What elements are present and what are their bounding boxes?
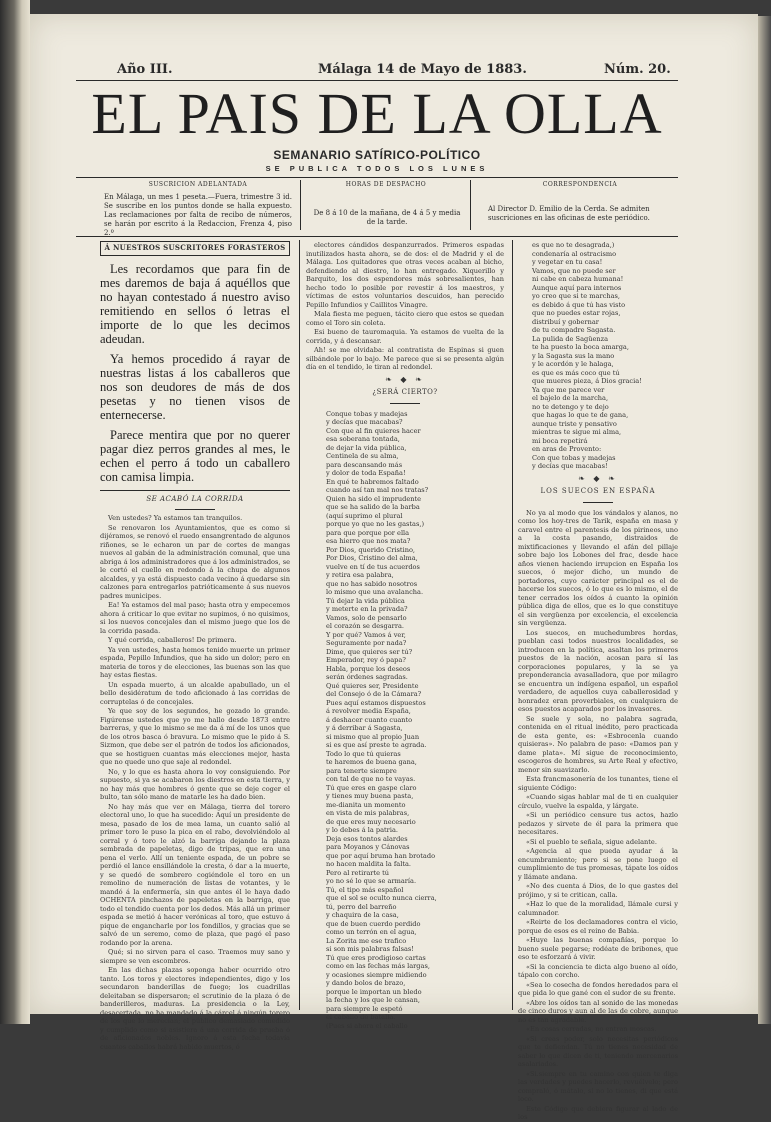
column-3 [518, 241, 678, 1121]
article-paragraph: En las dichas plazas soponga haber ocurrido otro tanto. Los toros y electores independientes, digo y los secundaron banderillas de fuego; los cuadrillas deleitaban se dispersaron; el scrutinio de la plaza ó de banderilleros, maduras. La presidencia o la Ley, desacertada, no ha mandado á la cárcel á ningún torero de los que lo merecían; el público demasiado comedido y cumplido como si asistiera á una corrida de prueba ó de aficionados nobles. Ignoro á esta fecha todavía cuantos caballos habrá habido muertos, ó [100, 966, 290, 1051]
box-divider [300, 180, 301, 230]
section-rule [100, 490, 290, 491]
office-hours-text: De 8 á 10 de la mañana, de 4 á 5 y media de la tarde. [313, 209, 461, 226]
subscription-label: SUSCRICION ADELANTADA [148, 181, 248, 188]
article-paragraph: Esta francmasonería de los tunantes, tiene el siguiente Código: [518, 775, 678, 792]
office-hours-label: HORAS DE DESPACHO [345, 181, 427, 188]
notice-paragraph: Parece mentira que por no querer pagar diez perros grandes al mes, le echen el perro á todo un caballero con camisa limpia. [100, 427, 290, 484]
column-divider [512, 240, 513, 1010]
notice-heading-box [100, 241, 290, 256]
masthead-rule-bottom [76, 177, 678, 178]
article-paragraph: «Si creas poder, solo necesitas periódicos que te defiendan. Tú no tienes necesidad de saber lo que dicen de ti, teniendo mercenarios asalariados. [518, 1034, 678, 1068]
column-divider [299, 240, 300, 1010]
notice-paragraph: Ya hemos procedido á rayar de nuestras listas á los caballeros que nos son deudores de más de dos pesetas y no tienen visos de enternecerse. [100, 351, 290, 422]
publication-schedule: SE PUBLICA TODOS LOS LUNES [265, 164, 489, 173]
article-paragraph: Mala fiesta me peguen, tácito ciero que estos se quedan como el Toro sin coleta. [306, 310, 504, 327]
issue-year: Año III. [117, 62, 173, 77]
article-paragraph: Ah! se me olvidaba: al contratista de Espinas si guen silbándole por lo bajo. Me parece que si se presenta algún día en el tendido, le tiran al redondel. [306, 346, 504, 371]
article-paragraph: Ye que soy de los segundos, he gozado lo grande. Figúrense ustedes que yo me hallo desde 1873 entre barreras, y que lo mismo se me da á mí de los unos que de los otros basca ó bravura. Lo mismo que le pido á S. Sizmon, que debe ser el patrón de todos los aficionados, que se hostiguen cuantas más elecciones mejor, hasta que no quede uno que saje al redondel. [100, 707, 290, 766]
article-paragraph: No hay más que ver en Málaga, tierra del torero electoral uno, lo que ha sucedido: Aquí un presidente de mesa, pasado de los de mea lama, un cuanto salió al primer toro le puso la pica en el rabo, devolviéndolo al corral y ó toro le alzó la barriga dejando la plaza sembrada de papeletas, digo de tripas, que era una pena el verlo. Allí un teniente espada, de un pobre se perdió el lance ensillándole la cresta, ó dar a la muerte, y se quedó de sombrero cogiéndole el toro en un remolino de numeración de listas de votantes, y le mandó á la enfermería, sin que antes él le haya dado OCHENTA pinchazos de papeletas en la barriga, que todo el tendido cuenta por los dedos. Más allá un primer espada se metió á hacer verónicas al toro, que estuvo á pique de engancharle por los fondillos, y gracias que se salvó de un seremo, como de plaza, que pagó el paso rodando por la arena. [100, 802, 290, 947]
article-paragraph: Los suecos, en muchedumbres hordas, pueblan casi todos nuestros localidades, se introducen en la política, asaltan los primeros puestos de la nación, acosan para sí las corporaciones populares, y la se ya preponderancia avasalladora, que por milagro se encuentra un indígena español, un español verdadero, de aquellos cuya caballerosidad y honradez eran proverbiales, en cualquiera de esos puestos acaparados por los invasores. [518, 628, 678, 713]
notice-heading: Á NUESTROS SUSCRITORES FORASTEROS [104, 243, 286, 252]
article-paragraph: «Si la conciencia te dicta algo bueno al oído, tápalo con corcho. [518, 962, 678, 979]
poem-title: ¿SERÁ CIERTO? [372, 388, 438, 396]
article-paragraph: «Abre los oídos tan al sonido de las monedas de cinco duros y aun al de las de cobre, aunque no es tan agradable. [518, 998, 678, 1024]
article-paragraph: «Si.siempre en tu camino con quien te diga las verdades y puedes hacerlo, revuélvelo; pero compraló, ó mátalo, si no lo tienes, di que está loco. [518, 1069, 678, 1103]
article-heading: SE ACABÓ LA CORRIDA [146, 494, 244, 503]
article-paragraph: «Haz lo que de la moralidad, llámale cursi y calumnador. [518, 900, 678, 917]
heading-rule [390, 403, 420, 404]
article-paragraph: «Si un periódico censure tus actos, hazlo pedazos y sirvete de él para la primera que necesitares. [518, 811, 678, 836]
newspaper-title: EL PAIS DE LA OLLA [91, 81, 663, 146]
poem-continuation: es que no te desagrada,) condenaría al ostracismo y vegetar en tu casa! Vamos, que no puede ser ni cabe en cabeza humana! Aunque aquí para internos yo creo que si te marchas, es debido á que tú has visto que no puedes estar rojas, distribuí y gobernar de tu compadre Sagasta. La pulida de Sagüenza te ha puesto la boca amarga, y la Sagasta sus la mano y le acordón y le halaga, es que es más coco que tú que mueres pieza, á Dios gracia! Ya que me parece ver el bajelo de la marcha, no te detengo y te dejo que hagas lo que te de gana, aunque triste y pensativo mientras te sigue mi alma, mi boca repetirá en aras de Provento: Con que tobas y madejas y decías que macabas! [532, 241, 642, 470]
article-paragraph: Este Código que debiera figurar al lado de los [518, 1104, 678, 1121]
heading-rule [583, 502, 613, 503]
article-paragraph: «Huye las buenas compañías, porque lo bueno suele pegarse; rodéate de bribones, que eso te esforzará á vivir. [518, 936, 678, 961]
article-paragraph: No ya al modo que los vándalos y alanos, no como los hoy-tres de Tarik, españa en masa y caravel entre el parentesis de los pirineos, uno a la costa pasando, distraidos de mixtificaciones y llevando el afán del pillaje sobre bajo los Lobones del frac, desde hace años vienen haciendo irrupcion en España los suecos, ó mejor dicho, un mundo de portadores, cuyo carácter principal es el de hacerse los suecos, ó lo que es lo mismo, el de tener cerrados los oídos á cuanto la opinión pública diga de ellos, que es lo que constituye el sin vergüenza por excelencia, el excelencia sin vergüenza. [518, 508, 678, 627]
ornament: ❧ ◆ ❧ [385, 374, 425, 384]
column-2 [306, 241, 504, 1030]
correspondence-label: CORRESPONDENCIA [542, 181, 618, 188]
poem-body: Conque tobas y madejas y decías que macabas? Con que al fin quieres hacer esa soberana tontada, de dejar la vida pública, Centinela de su alma, para descansando más y dolor de toda España! En qué te habremos faltado cuando así tan mal nos tratas? Quien ha sido el imprudente que se ha salido de la barba (aquí suprimo el plural porque yo que no les gastas,) para que porque por ella esa hierro que nos mata? Por Dios, querido Cristino, Por Dios, Cristino del alma, vuelve en tí de tus acuerdos y retira esa palabra, que no has sabido nosotros lo mismo que una avalancha. Tú dejar la vida pública y meterte en la privada? Vamos, solo de pensarlo el corazón se desgarra. Y por qué? Vamos á ver, Seguramente por nada? Dime, que quieres ser tú? Emperador, rey ó papa? Habla, porque los deseos serán órdenes sagradas. Qué quieres ser, Presidente del Consejo ó de la Cámara? Pues aquí estamos dispuestos á revolver media España, á deshacer cuanto cuanto y á derribar á Sagasta, si mismo que al propio Juan si es que así preste te agrada. Todo lo que tú quieras te haremos de buena gana, para tenerte siempre con tal de que no te vayas. Tú que eres en gaspe claro y tienes muy buena pasta, me-dianita un momento en vista de mis palabras, de que eres muy necesario y lo debes á la patria. Deja esos tontos alardes para Moyanos y Cánovas que por aquí bruma han brotado no hacen maldita la falta. Pero al retirarte tú yo no sé lo que se armaría. Tú, el tipo más español que el sol se oculto nunca cierra, tú, perro del barreño y chaquira de la casa, que de buen cuerdo perdido como un terrón en el agua, La Zorita me ese trafico si son mis palabras falsas! Tú que eres prodigioso cartas como en las fechas más largas, y ocasiones siempre midiendo y dando bolos de brazo, porque le importan un bledo la fecha y los que le cansan, para siempre le espetó el caballo de batalla. (Pues si ahora el caballo [326, 409, 437, 1030]
article-paragraph: Se renovaron los Ayuntamientos, que es como si dijéramos, se renovó el ruedo ensangrentado de algunos riñones, se le echaron un par de cortes de mangas nuevos al gabán de la administración comunal, que una abriga á los administradores que á los administrados, se le cortó el cuello en redondo á la chupa de algunos alcaldes, y ya está dispuesto cada vecino á quedarse sin calzones para entregarlos patrióticamente á sus nuevos padres municipes. [100, 523, 290, 600]
article-paragraph: Ya ven ustedes, hasta hemos tenido muerte un primer espada, Pepillo Infundios, que ha sido un dolor; pero en materia de toros y de elecciones, las buenas son las que hay estas fiestas. [100, 645, 290, 679]
heading-rule [175, 509, 215, 510]
article-paragraph: «Si el pueblo te señala, sigue adelante. [526, 837, 657, 846]
article-paragraph: Se suele y sola, no palabra sagrada, contenida en el ritual inédito, pero practicada de esta gente, es: «Esbrocenla cuando quisieras». No palabra de paso: «Damos pan y dame plata». Mí sigue de reconocimiento, escogeros de hombres, su Arte Real y efectivo, menor sin suavizarlo. [518, 714, 678, 774]
article-paragraph: «Sea lo cosecha de fondos heredados para el que pida lo que gané con el sudor de su frente. [518, 980, 678, 997]
article-heading: LOS SUECOS EN ESPAÑA [540, 487, 656, 495]
book-spine [0, 0, 30, 1024]
boxes-rule [76, 236, 678, 237]
box-divider [470, 180, 471, 230]
article-paragraph: Esi bueno de tauromaquia. Ya estamos de vuelta de la corrida, y á descansar. [306, 328, 504, 345]
ornament: ❧ ◆ ❧ [578, 473, 618, 483]
article-paragraph: «No des cuenta á Dios, de lo que gastes del prójimo, y si te critican, calla. [518, 882, 678, 899]
article-paragraph: Ea! Ya estamos del mal paso; hasta otra y empecemos ahora á criticar lo que evitar no supimos, ó no quisimos, si los nuevos concejales dan el mismo juego que los de la corrida pasada. [100, 601, 290, 635]
issue-number: Núm. 20. [604, 62, 671, 77]
newspaper-subtitle: SEMANARIO SATÍRICO-POLÍTICO [273, 148, 481, 162]
article-paragraph: «Agencia al que pueda ayudar á la encumbramiento; pero si se pone luego el cumplimiento de tus promesas, tápate los oídos y llámate andana. [518, 847, 678, 881]
article-paragraph: No, y lo que es hasta ahora lo voy consiguiendo. Por supuesto, si ya se acabaron los diestros en esta tierra, y no hay más que hombres ó gente que se deje coger el bulto, tan sólo mano de matarle les ha dado bien. [100, 767, 290, 801]
notice-body [100, 262, 290, 484]
article-paragraph: «Cuando sigas hablar mal de ti en cualquier círculo, vuelve la espalda, y lárgate. [518, 793, 678, 810]
article-paragraph: electores cándidos despanzurrados. Primeros espadas inutilizados hasta ahora, se de dos: el de Madrid y el de Málaga. Los quitadores que otras veces acaban al bicho, defendiendo al diestro, lo han entregado. Xiquerillo y Barquito, los dos espendores más sobresalientes, han hecho todo lo posible por revestir á los maestros, y víctimas de estos voluntarios descuidos, han perecido Pepillo Infundios y Caillitos Vinagre. [306, 241, 504, 309]
correspondence-text: Al Director D. Emilio de la Cerda. Se admiten suscriciones en las oficinas de este periódico. [488, 205, 650, 222]
article-paragraph: «Reirte de los declamadores contra el vicio, porque de esos es el reino de Babia. [518, 918, 678, 935]
article-paragraph: «En cosas cerradas, no entran moscas. [526, 1025, 657, 1033]
article-paragraph: Qué; si no sirven para el caso. Traemos muy sano y siempre se ven escombros. [100, 948, 290, 965]
issue-date: Málaga 14 de Mayo de 1883. [318, 62, 527, 77]
notice-paragraph: Les recordamos que para fin de mes daremos de baja á aquéllos que no hayan contestado á nuestro aviso remitiendo en sellos ó letras el importe de lo que les decimos adeudan. [100, 261, 290, 346]
column-1 [100, 241, 290, 1051]
article-paragraph: Y qué corrida, caballeros! De primera. [108, 636, 237, 644]
article-paragraph: Un espada muerto, á un alcalde apabullado, un el bello desidératum de todo aficionado á las corridas de corruptelas ó de concejales. [100, 680, 290, 706]
page-edge [758, 16, 771, 1024]
article-paragraph: Ven ustedes? Ya estamos tan tranquilos. [108, 514, 243, 522]
subscription-text: En Málaga, un mes 1 peseta.—Fuera, trimestre 3 id. Se suscribe en los puntos donde se halla expuesto. Las reclamaciones por falta de recibo de números, se harán por escrito á la Redaccion, Frenza 4, piso 2.º [104, 193, 292, 237]
